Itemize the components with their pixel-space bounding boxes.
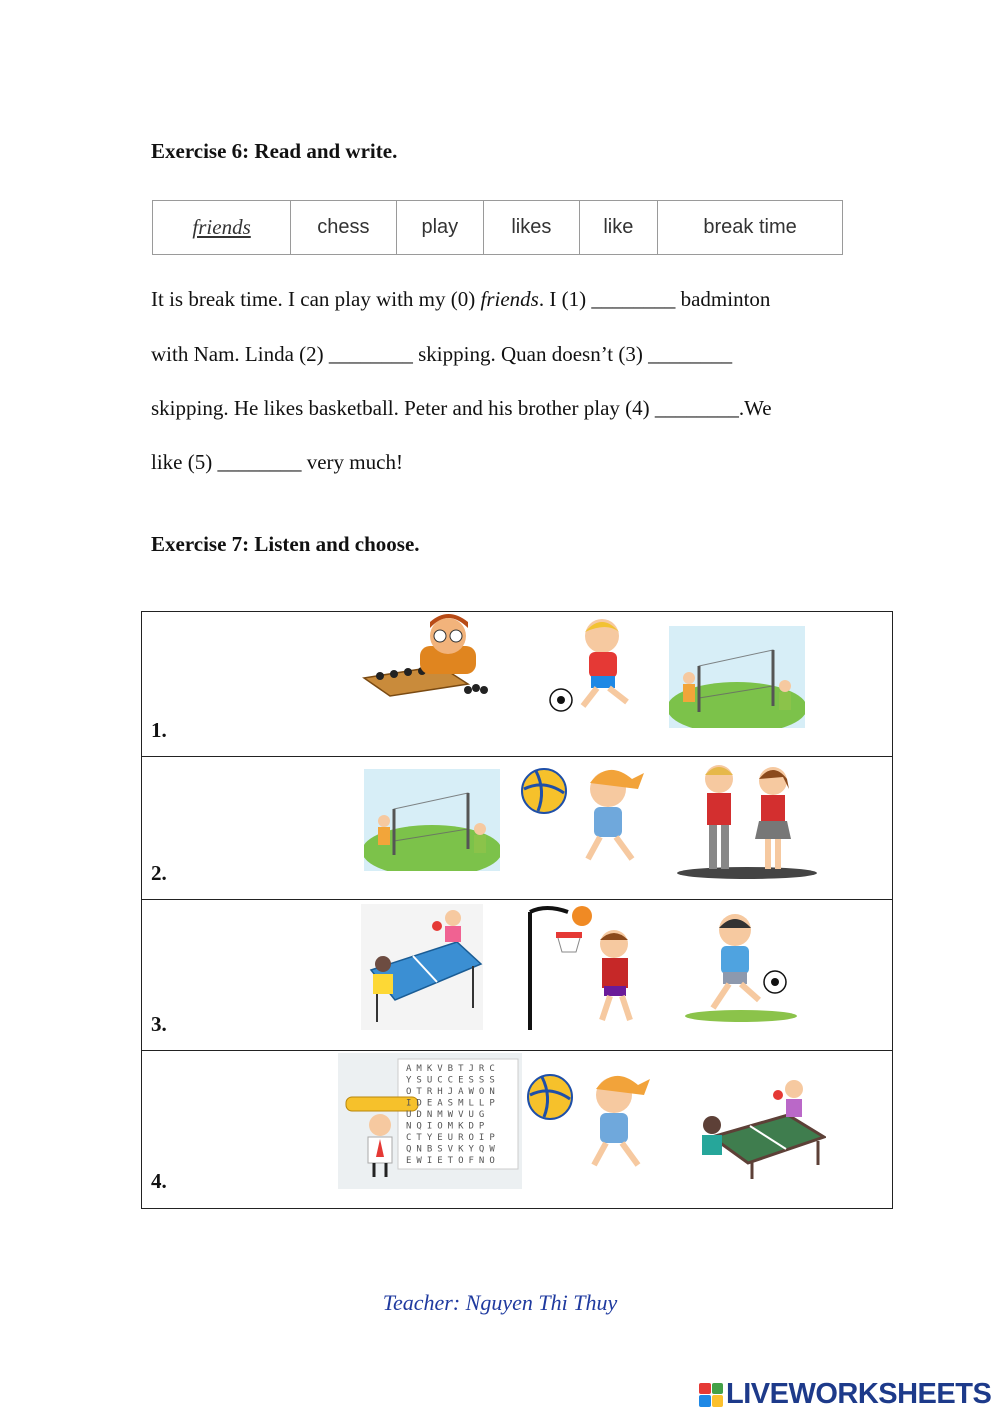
table-row [142, 757, 892, 900]
word-box-item: play [397, 201, 485, 254]
basketball-icon[interactable] [526, 902, 658, 1030]
logo-tile [712, 1383, 724, 1395]
passage-line-4 [151, 450, 403, 475]
puzzle-row: NQIOMKDP [406, 1121, 490, 1132]
word-box-item: like [580, 201, 659, 254]
word-box-item: chess [291, 201, 396, 254]
word-box-item: break time [703, 216, 797, 238]
logo-tile [712, 1395, 724, 1407]
table-row [142, 900, 892, 1051]
answer-blank-4[interactable]: ________ [654, 396, 739, 420]
liveworksheets-logo[interactable] [699, 1378, 991, 1411]
exercise-7-title: Exercise 7: Listen and choose. [151, 532, 420, 556]
football-icon[interactable] [683, 908, 799, 1024]
table-tennis-icon[interactable] [361, 904, 483, 1030]
row-number: 1. [151, 718, 167, 742]
puzzle-row: UDNMWVUG [406, 1110, 490, 1120]
example-answer: friends [480, 287, 539, 311]
answer-blank-5[interactable]: ________ [217, 450, 302, 474]
chess-icon[interactable] [360, 614, 492, 698]
passage-text: badminton [675, 287, 771, 311]
puzzle-row: EWIETOFNO [406, 1156, 500, 1166]
passage-line-2 [151, 342, 732, 367]
passage-text: .We [738, 396, 772, 420]
passage-line-3 [151, 396, 772, 421]
puzzle-row: OTRHJAWON [406, 1087, 500, 1097]
listen-choose-table [141, 611, 893, 1209]
exercise-6-title: Exercise 6: Read and write. [151, 139, 398, 163]
puzzle-row: IDEASMLLP [406, 1098, 500, 1109]
table-tennis-icon[interactable] [688, 1075, 826, 1183]
passage-text: skipping. Quan doesn’t (3) [412, 342, 649, 366]
passage-text: skipping. He likes basketball. Peter and his brother play (4) [151, 396, 655, 420]
puzzle-row: CTYEUROIP [406, 1133, 500, 1143]
word-box [152, 200, 843, 255]
volleyball-icon[interactable] [520, 759, 658, 867]
row-number: 3. [151, 1012, 167, 1036]
passage-text: . I (1) [538, 287, 592, 311]
row-number: 2. [151, 861, 167, 885]
passage-text: It is break time. I can play with my (0) [151, 287, 481, 311]
volleyball-icon[interactable] [526, 1065, 664, 1173]
passage-text: with Nam. Linda (2) [151, 342, 329, 366]
answer-blank-1[interactable]: ________ [591, 287, 676, 311]
passage-line-1 [151, 287, 770, 312]
puzzle-row: AMKVBTJRC [406, 1064, 500, 1074]
friends-icon[interactable] [675, 759, 817, 881]
passage-text: like (5) [151, 450, 218, 474]
badminton-icon[interactable] [364, 769, 500, 871]
puzzle-row: YSUCCESSS [406, 1075, 500, 1086]
word-box-item: friends [153, 201, 291, 254]
word-box-item: likes [484, 201, 579, 254]
word-puzzle-icon[interactable] [338, 1053, 522, 1189]
table-row [142, 1051, 892, 1208]
football-icon[interactable] [547, 614, 653, 714]
passage-text: very much! [301, 450, 403, 474]
teacher-credit: Teacher: Nguyen Thi Thuy [382, 1290, 618, 1315]
badminton-icon[interactable] [669, 626, 805, 728]
answer-blank-2[interactable]: ________ [328, 342, 413, 366]
logo-tile [699, 1395, 711, 1407]
puzzle-row: QNBSVKYQW [406, 1144, 500, 1155]
answer-blank-3[interactable]: ________ [648, 342, 733, 366]
table-row [142, 612, 892, 757]
brand-name: LIVEWORKSHEETS [726, 1378, 992, 1410]
row-number: 4. [151, 1169, 167, 1193]
logo-tile [699, 1383, 711, 1395]
logo-icon [699, 1383, 723, 1407]
